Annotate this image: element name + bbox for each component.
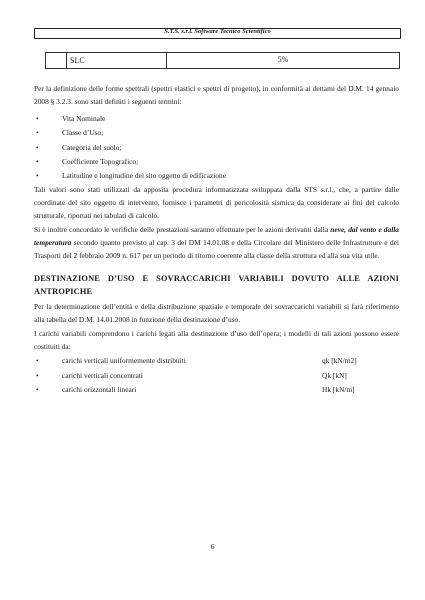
section-paragraph-2: I carichi variabili comprendono i carichi legati alla destinazione d’uso dell’opera; i modelli di tali azioni possono essere costituiti da: xyxy=(34,329,399,352)
header-title: S.T.S. s.r.l. Software Tecnico Scientifico xyxy=(164,28,271,35)
section-heading: DESTINAZIONE D’USO E SOVRACCARICHI VARIABILI DOVUTO ALLE AZIONI ANTROPICHE xyxy=(34,274,399,297)
load-symbol: Hk [kN/m] xyxy=(322,385,355,395)
terms-list xyxy=(34,112,399,183)
list-item: • Coefficiente Topografico; xyxy=(34,155,399,169)
slc-empty-cell xyxy=(46,53,67,68)
bullet-dot-icon: • xyxy=(36,142,39,152)
load-name: carichi verticali uniformemente distribuiti xyxy=(62,356,186,366)
bullet-dot-icon: • xyxy=(36,114,39,123)
loads-list xyxy=(34,354,399,397)
bullet-dot-icon: • xyxy=(36,156,39,166)
list-item xyxy=(34,354,399,368)
actions-paragraph: Si è inoltre concordato le verifiche delle prestazioni saranno effettuate per le azioni derivanti dalla neve, dal vento e dalla temperatura secondo quanto previsto al cap. 3 del DM 14.01.08 e della Circolare del Ministero delle Infrastrutture e dei Trasporti del 2 febbraio 2009 n. 617 per un periodo di ritorno coerente alla classe della struttura ed alla sua vita utile. xyxy=(34,225,399,261)
document-body xyxy=(34,82,399,397)
slc-value-cell: 5% xyxy=(277,55,289,64)
list-item: • Classe d’Uso; xyxy=(34,126,399,140)
load-symbol: qk [kN/m2] xyxy=(322,356,357,366)
bullet-dot-icon: • xyxy=(36,370,39,380)
slc-state-cell: SLC xyxy=(67,53,167,68)
bullet-dot-icon: • xyxy=(36,128,39,138)
page-header xyxy=(34,28,401,39)
bullet-dot-icon: • xyxy=(36,356,39,366)
list-item xyxy=(34,369,399,383)
list-item xyxy=(34,383,399,397)
list-item: • Latitudine e longitudine del sito oggetto di edificazione xyxy=(34,169,399,183)
list-item: • Vita Nominale xyxy=(34,112,399,126)
load-name: carichi orizzontali lineari xyxy=(62,385,137,395)
section-paragraph-1: Per la determinazione dell’entità e della distribuzione spaziale e temporale dei sovraccarichi variabili si farà riferimento alla tabella del D.M. 14.01.2008 in funzione della destinazione d’uso. xyxy=(34,302,399,325)
load-name: carichi verticali concentrati xyxy=(62,370,143,380)
slc-table xyxy=(45,52,400,69)
list-item: • Categoria del suolo; xyxy=(34,141,399,155)
actions-italic-text: neve, dal vento e dalla temperatura xyxy=(34,225,399,248)
bullet-dot-icon: • xyxy=(36,385,39,395)
page-number: 6 xyxy=(210,542,215,551)
load-symbol: Qk [kN] xyxy=(322,370,347,380)
intro-paragraph: Per la definizione delle forme spettrali (spettri elastici e spettri di progetto), in conformità ai dettami del D.M. 14 gennaio 2008 § 3.2.3. sono stati definiti i seguenti termini: xyxy=(34,84,399,106)
bullet-dot-icon: • xyxy=(36,171,39,181)
procedure-paragraph: Tali valori sono stati utilizzati da apposita procedura informatizzata sviluppata dalla STS s.r.l., che, a partire dalle coordinate del sito oggetto di intervento, fornisce i parametri di pericolosità sismica da considerare ai fini del calcolo strutturale, riportati nei tabulati di calcolo. xyxy=(34,185,399,221)
